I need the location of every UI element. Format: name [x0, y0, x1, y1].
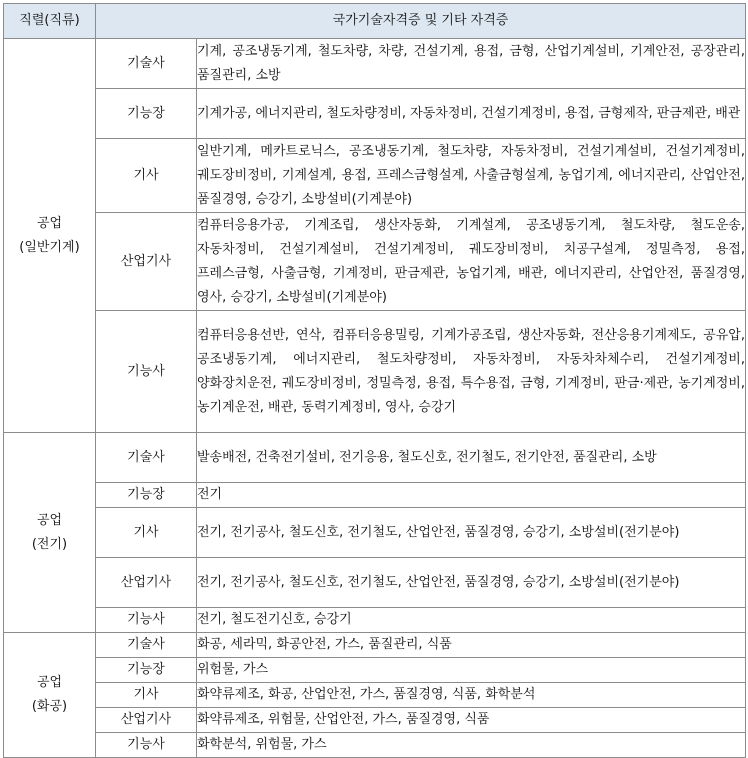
certificate-table — [3, 3, 746, 758]
certificates-cell: 기계가공, 에너지관리, 철도차량정비, 자동차정비, 건설기계정비, 용접, 금형제작, 판금제관, 배관 — [197, 89, 746, 139]
table-row — [4, 311, 746, 433]
table-row — [4, 608, 746, 633]
table-row — [4, 483, 746, 508]
grade-cell: 기사 — [96, 683, 197, 708]
certificates-cell: 전기, 전기공사, 철도신호, 전기철도, 산업안전, 품질경영, 승강기, 소방설비(전기분야) — [197, 558, 746, 608]
certificates-cell: 전기 — [197, 483, 746, 508]
certificates-cell: 화약류제조, 위험물, 산업안전, 가스, 품질경영, 식품 — [197, 708, 746, 733]
series-name: 공업 — [36, 512, 63, 528]
table-row — [4, 708, 746, 733]
table-row — [4, 558, 746, 608]
grade-cell: 기능장 — [96, 483, 197, 508]
certificates-cell: 컴퓨터응용선반, 연삭, 컴퓨터응용밀링, 기계가공조립, 생산자동화, 전산응용기계제도, 공유압, 공조냉동기계, 에너지관리, 철도차량정비, 자동차정비, 자동차차체수리, 건설기계정비, 양화장치운전, 궤도장비정비, 정밀측정, 용접, 특수용접, 금형, 기계정비, 판금·제관, 농기계정비, 농기계운전, 배관, 동력기계정비, 영사, 승강기 — [197, 311, 746, 433]
table-row — [4, 39, 746, 89]
series-cell-general-machinery — [4, 39, 96, 433]
series-name: 공업 — [36, 215, 63, 231]
table-row — [4, 658, 746, 683]
grade-cell: 기능사 — [96, 608, 197, 633]
certificates-cell: 일반기계, 메카트로닉스, 공조냉동기계, 철도차량, 자동차정비, 건설기계설비, 건설기계정비, 궤도장비정비, 기계설계, 용접, 프레스금형설계, 사출금형설계, 농업기계, 에너지관리, 산업안전, 품질경영, 승강기, 소방설비(기계분야) — [197, 139, 746, 213]
grade-cell: 기능사 — [96, 311, 197, 433]
table-row — [4, 508, 746, 558]
certificates-cell: 전기, 철도전기신호, 승강기 — [197, 608, 746, 633]
certificates-cell: 컴퓨터응용가공, 기계조립, 생산자동화, 기계설계, 공조냉동기계, 철도차량, 철도운송, 자동차정비, 건설기계설비, 건설기계정비, 궤도장비정비, 치공구설계, 정밀측정, 용접, 프레스금형, 사출금형, 기계정비, 판금제관, 농업기계, 배관, 에너지관리, 산업안전, 품질경영, 영사, 승강기, 소방설비(기계분야) — [197, 213, 746, 311]
certificates-cell: 위험물, 가스 — [197, 658, 746, 683]
table-row — [4, 633, 746, 658]
table-header-row — [4, 4, 746, 39]
table-row — [4, 433, 746, 483]
series-subname: (일반기계) — [19, 239, 80, 255]
grade-cell: 기술사 — [96, 39, 197, 89]
grade-cell: 기사 — [96, 508, 197, 558]
table-row — [4, 213, 746, 311]
series-cell-electrical — [4, 433, 96, 633]
grade-cell: 기능장 — [96, 658, 197, 683]
grade-cell: 산업기사 — [96, 558, 197, 608]
series-subname: (화공) — [31, 699, 68, 714]
certificates-cell: 기계, 공조냉동기계, 철도차량, 차량, 건설기계, 용접, 금형, 산업기계설비, 기계안전, 공장관리, 품질관리, 소방 — [197, 39, 746, 89]
grade-cell: 기술사 — [96, 633, 197, 658]
certificates-cell: 발송배전, 건축전기설비, 전기응용, 철도신호, 전기철도, 전기안전, 품질관리, 소방 — [197, 433, 746, 483]
grade-cell: 기능장 — [96, 89, 197, 139]
header-series: 직렬(직류) — [4, 4, 96, 39]
table-row — [4, 683, 746, 708]
grade-cell: 기사 — [96, 139, 197, 213]
certificates-cell: 화학분석, 위험물, 가스 — [197, 733, 746, 758]
series-cell-chemical — [4, 633, 96, 758]
table-row — [4, 139, 746, 213]
header-certificates: 국가기술자격증 및 기타 자격증 — [96, 4, 746, 39]
certificates-cell: 전기, 전기공사, 철도신호, 전기철도, 산업안전, 품질경영, 승강기, 소방설비(전기분야) — [197, 508, 746, 558]
certificates-cell: 화공, 세라믹, 화공안전, 가스, 품질관리, 식품 — [197, 633, 746, 658]
table-row — [4, 89, 746, 139]
certificates-cell: 화약류제조, 화공, 산업안전, 가스, 품질경영, 식품, 화학분석 — [197, 683, 746, 708]
grade-cell: 기술사 — [96, 433, 197, 483]
grade-cell: 산업기사 — [96, 708, 197, 733]
certificate-table-wrapper — [3, 3, 746, 758]
table-row — [4, 733, 746, 758]
grade-cell: 산업기사 — [96, 213, 197, 311]
series-name: 공업 — [36, 675, 63, 690]
grade-cell: 기능사 — [96, 733, 197, 758]
series-subname: (전기) — [31, 536, 68, 552]
